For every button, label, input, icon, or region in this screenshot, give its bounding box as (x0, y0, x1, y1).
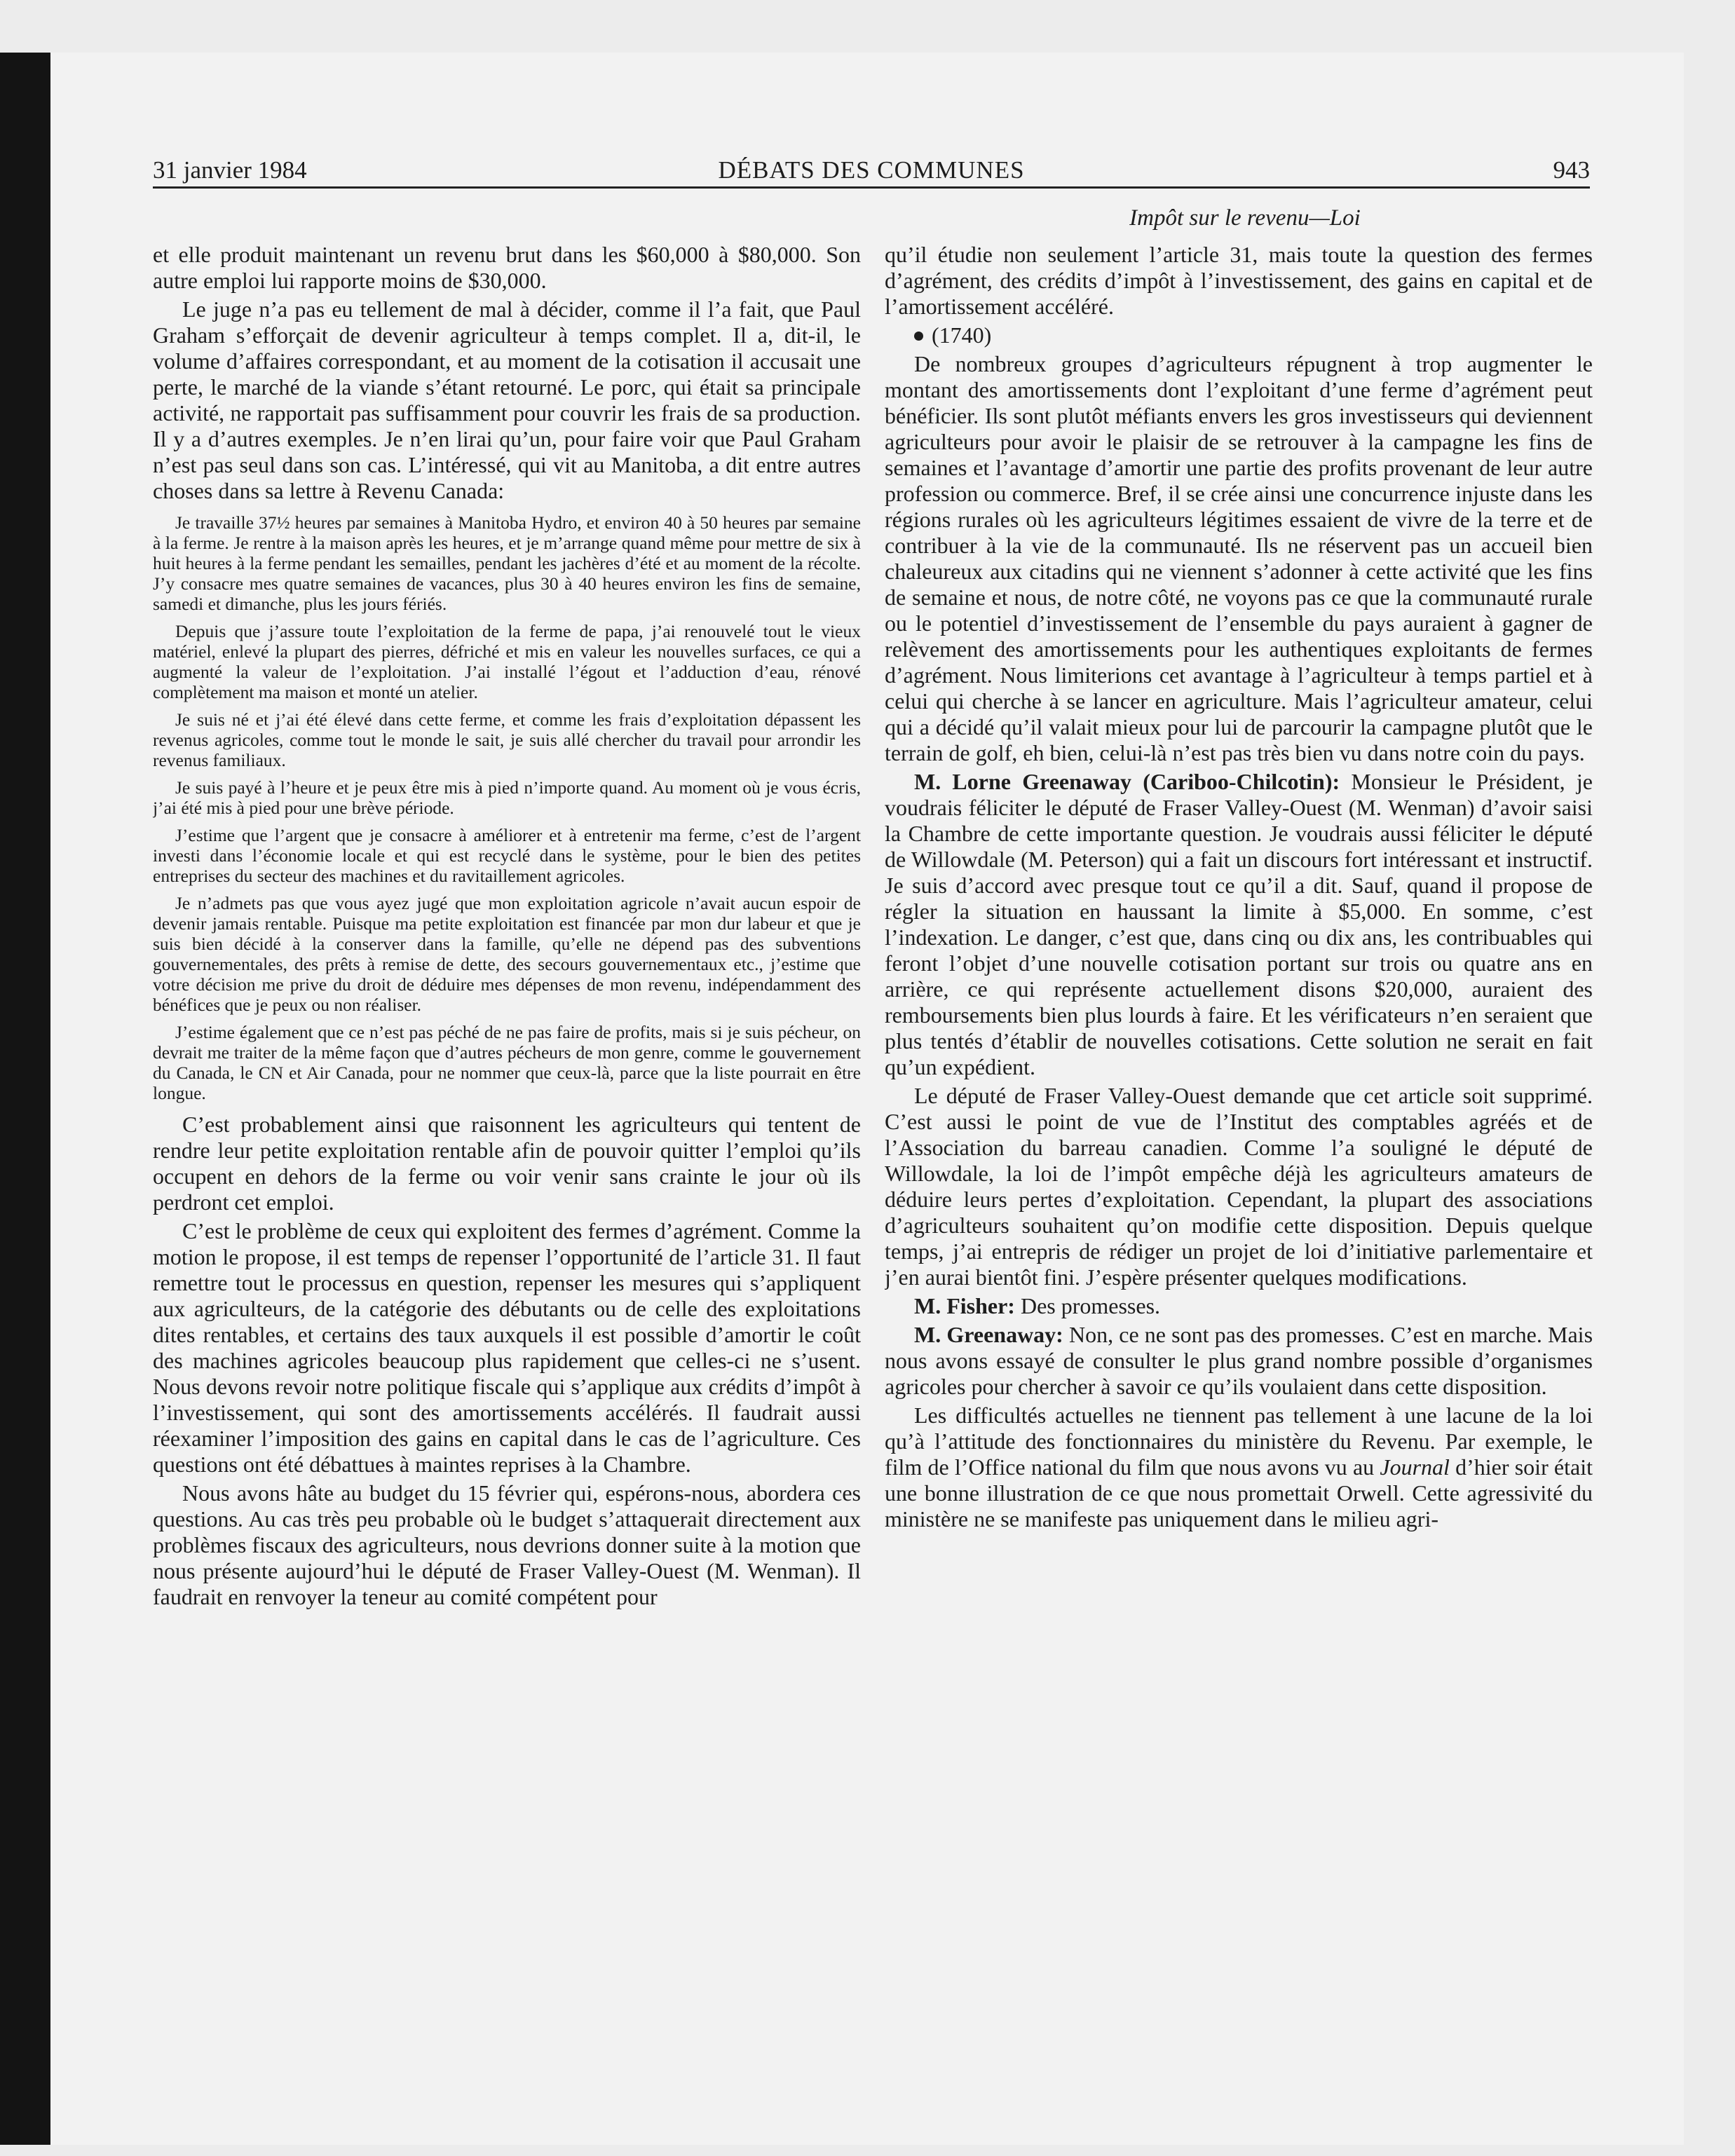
paragraph: Nous avons hâte au budget du 15 février qui, espérons-nous, abordera ces questions. Au cas très peu probable où le budget s’attaquerait directement aux problèmes fiscaux des agriculteurs, nous devrions donner suite à la motion que nous présente aujourd’hui le député de Fraser Valley-Ouest (M. Wenman). Il faudrait en renvoyer la teneur au comité compétent pour (153, 1480, 861, 1609)
speech-text: Monsieur le Président, je voudrais féliciter le député de Fraser Valley-Ouest (M. Wenman) d’avoir saisi la Chambre de cette importante question. Je voudrais aussi féliciter le député de Willowdale (M. Peterson) qui a fait un discours fort intéressant et instructif. Je suis d’accord avec presque tout ce qu’il a dit. Sauf, quand il propose de régler la situation en haussant la limite à $5,000. En somme, c’est l’indexation. Le danger, c’est que, dans cinq ou dix ans, les contribuables qui feront l’objet d’une nouvelle cotisation portant sur trois ou quatre ans en arrière, ce qui représente actuellement disons $20,000, auraient des remboursements bien plus lourds à faire. Et les vérificateurs n’en seraient que plus tentés d’établir de nouvelles cotisations. Cette solution ne serait en fait qu’un expédient. (885, 769, 1593, 1079)
left-column (153, 242, 861, 2015)
paragraph: C’est le problème de ceux qui exploitent des fermes d’agrément. Comme la motion le propose, il est temps de repenser l’opportunité de l’article 31. Il faut remettre tout le processus en question, repenser les mesures qui s’appliquent aux agriculteurs, de la catégorie des débutants ou de celle des exploitations dites rentables, et certains des taux auxquels il est possible d’amortir le coût des machines agricoles beaucoup plus rapidement que celles-ci ne s’usent. Nous devons revoir notre politique fiscale qui s’applique aux crédits d’impôt à l’investissement, qui sont des amortissements accélérés. Il faudrait aussi réexaminer l’imposition des gains en capital dans le cas de l’agriculture. Ces questions ont été débattues à maintes reprises à la Chambre. (153, 1218, 861, 1477)
quotation-paragraph: Je n’admets pas que vous ayez jugé que mon exploitation agricole n’avait aucun espoir de devenir jamais rentable. Puisque ma petite exploitation est financée par mon dur labeur et que je suis bien décidé à la conserver dans la famille, qu’elle ne dépend pas des subventions gouvernementales, des prêts à remise de dette, des secours gouvernementaux etc., j’estime que votre décision me prive du droit de déduire mes dépenses de mon revenu, indépendamment des bénéfices que je peux ou non réaliser. (153, 893, 861, 1015)
speech-paragraph (885, 1322, 1593, 1400)
speaker-name: M. Lorne Greenaway (Cariboo-Chilcotin): (914, 769, 1340, 794)
paragraph (885, 1403, 1593, 1532)
paragraph: et elle produit maintenant un revenu brut dans les $60,000 à $80,000. Son autre emploi lui rapporte moins de $30,000. (153, 242, 861, 293)
speech-text: Des promesses. (1020, 1293, 1161, 1318)
publication-title: Journal (1380, 1454, 1450, 1480)
paragraph-text: Les difficultés actuelles ne tiennent pas tellement à une lacune de la loi qu’à l’attitude des fonctionnaires du ministère du Revenu. Par exemple, le film de l’Office national du film que nous avons vu au (885, 1403, 1593, 1480)
quotation-paragraph: Depuis que j’assure toute l’exploitation de la ferme de papa, j’ai renouvelé tout le vieux matériel, enlevé la plupart des pierres, défriché et mis en valeur les nouvelles surfaces, ce qui a augmenté la valeur de l’exploitation. J’ai installé l’égout et l’adduction d’eau, rénové complètement ma maison et monté un atelier. (153, 621, 861, 702)
header-journal-title: DÉBATS DES COMMUNES (718, 156, 1025, 184)
right-column (885, 242, 1593, 2015)
quotation-paragraph: J’estime également que ce n’est pas péché de ne pas faire de profits, mais si je suis pécheur, on devrait me traiter de la même façon que d’autres pécheurs de mon genre, comme le gouvernement du Canada, le CN et Air Canada, pour ne nommer que ceux-là, parce que la liste pourrait en être longue. (153, 1022, 861, 1103)
timestamp-text: (1740) (932, 322, 992, 348)
paragraph: Le député de Fraser Valley-Ouest demande que cet article soit supprimé. C’est aussi le point de vue de l’Institut des comptables agréés et de l’Association du barreau canadien. Comme l’a souligné le député de Willowdale, la loi de l’impôt empêche déjà les agriculteurs amateurs de déduire leurs pertes d’exploitation. Cependant, la plupart des associations d’agriculteurs souhaitent qu’on modifie cette disposition. Depuis quelque temps, j’ai entrepris de rédiger un projet de loi d’initiative parlementaire et j’en aurai bientôt fini. J’espère présenter quelques modifications. (885, 1083, 1593, 1290)
quotation-paragraph: Je travaille 37½ heures par semaines à Manitoba Hydro, et environ 40 à 50 heures par semaine à la ferme. Je rentre à la maison après les heures, et je m’arrange quand même pour mettre de six à huit heures à la ferme pendant les semailles, pendant les jachères d’été et au moment de la récolte. J’y consacre mes quatre semaines de vacances, plus 30 à 40 heures environ les fins de semaine, samedi et dimanche, plus les jours fériés. (153, 512, 861, 614)
scan-edge-bar (0, 53, 50, 2145)
paragraph: Le juge n’a pas eu tellement de mal à décider, comme il l’a fait, que Paul Graham s’efforçait de devenir agriculteur à temps complet. Il a, dit-il, le volume d’affaires correspondant, et au moment de la cotisation il accusait une perte, le marché de la viande s’étant retourné. Le porc, qui était sa principale activité, ne rapportait pas suffisamment pour couvrir les frais de sa production. Il y a d’autres exemples. Je n’en lirai qu’un, pour faire voir que Paul Graham n’est pas seul dans son cas. L’intéressé, qui vit au Manitoba, a dit entre autres choses dans sa lettre à Revenu Canada: (153, 296, 861, 503)
running-title: Impôt sur le revenu—Loi (1129, 205, 1361, 231)
paragraph: qu’il étudie non seulement l’article 31, mais toute la question des fermes d’agrément, des crédits d’impôt à l’investissement, des gains en capital et de l’amortissement accéléré. (885, 242, 1593, 319)
speech-paragraph (885, 769, 1593, 1080)
speaker-name: M. Fisher: (914, 1293, 1015, 1318)
header-page-number: 943 (1553, 156, 1590, 184)
quotation-paragraph: J’estime que l’argent que je consacre à améliorer et à entretenir ma ferme, c’est de l’argent investi dans l’économie locale et qui est recyclé dans le système, pour le bien des petites entreprises du secteur des machines et du ravitaillement agricoles. (153, 825, 861, 886)
speaker-name: M. Greenaway: (914, 1322, 1063, 1347)
paragraph-text: d’hier soir était une bonne illustration de ce que nous promettait Orwell. Cette agressivité du ministère ne se manifeste pas uniquement dans le milieu agri- (885, 1454, 1593, 1531)
quotation-paragraph: Je suis payé à l’heure et je peux être mis à pied n’importe quand. Au moment où je vous écris, j’ai été mis à pied pour une brève période. (153, 777, 861, 818)
page-header (153, 156, 1590, 189)
timestamp-marker (885, 322, 1593, 348)
speech-text: Non, ce ne sont pas des promesses. C’est en marche. Mais nous avons essayé de consulter le plus grand nombre possible d’organismes agricoles pour chercher à savoir ce qu’ils voulaient dans cette disposition. (885, 1322, 1593, 1399)
paragraph: De nombreux groupes d’agriculteurs répugnent à trop augmenter le montant des amortissements dont l’exploitant d’une ferme d’agrément peut bénéficier. Ils sont plutôt méfiants envers les gros investisseurs qui deviennent agriculteurs pour avoir le plaisir de se retrouver à la campagne les fins de semaines et l’avantage d’amortir une partie des profits provenant de leur autre profession ou commerce. Bref, il se crée ainsi une concurrence injuste dans les régions rurales où les agriculteurs légitimes essaient de vivre de la terre et de contribuer à la vie de la communauté. Ils ne réservent pas un accueil bien chaleureux aux citadins qui ne viennent s’adonner à cette activité que les fins de semaine et nous, de notre côté, ne voyons pas ce que la communauté rurale ou le potentiel d’investissement de l’ensemble du pays auraient à gagner de relèvement des amortissements pour les authentiques exploitants de fermes d’agrément. Nous limiterions cet avantage à l’agriculteur à temps partiel et à celui qui cherche à se lancer en agriculture. Mais l’agriculteur amateur, celui qui a décidé qu’il valait mieux pour lui de parcourir la campagne plutôt que le terrain de golf, eh bien, celui-là n’est pas très bien vu dans notre coin du pays. (885, 351, 1593, 765)
quotation-paragraph: Je suis né et j’ai été élevé dans cette ferme, et comme les frais d’exploitation dépassent les revenus agricoles, comme tout le monde le sait, je suis allé chercher du travail pour arrondir les revenus familiaux. (153, 709, 861, 770)
bullet-icon (914, 332, 923, 341)
header-date: 31 janvier 1984 (153, 156, 307, 184)
speech-paragraph (885, 1293, 1593, 1319)
paragraph: C’est probablement ainsi que raisonnent les agriculteurs qui tentent de rendre leur petite exploitation rentable afin de pouvoir quitter l’emploi qu’ils occupent en dehors de la ferme ou voir venir sans crainte le jour où ils perdront cet emploi. (153, 1112, 861, 1215)
